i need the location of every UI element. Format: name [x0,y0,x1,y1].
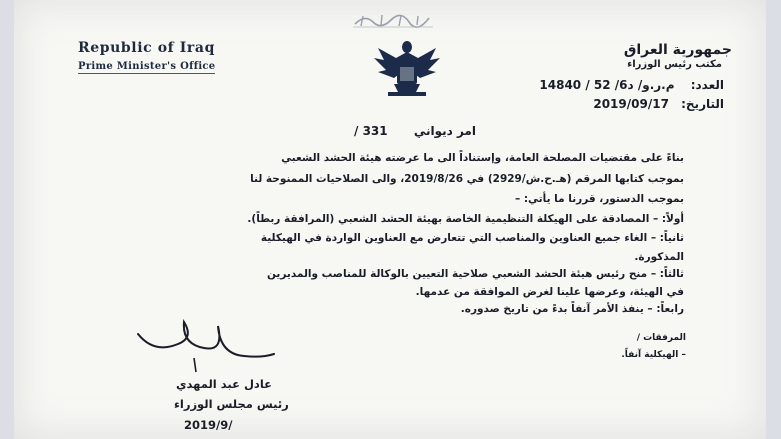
decision-item-4: رابعاً: – ينفذ الأمر آنفاً بدءً من تاريخ صدوره. [460,303,684,315]
signatory-title: رئيس مجلس الوزراء [174,397,289,411]
decision-item-2: ثانياً: – الغاء جميع العناوين والمناصب التي تتعارض مع العناوين الواردة في الهيكلية [260,232,684,244]
order-title [354,124,476,138]
office-name-ar: مكتب رئيس الوزراء [627,59,722,70]
decision-item-3: ثالثاً: – منح رئيس هيئة الحشد الشعبي صلاحية التعيين بالوكالة للمناصب والمديرين [266,268,684,280]
body-line: بموجب كتابها المرقم (هـ.ح.ش/2929) في 2019/8/26، والى الصلاحيات الممنوحة لنا [250,173,684,185]
decision-item-2-cont: المذكورة. [634,251,684,263]
reference-label: العدد: [690,78,724,92]
country-name-en: Republic of Iraq [78,40,215,56]
decision-item-3-cont: في الهيئة، وعرضها علينا لغرض الموافقة من عدمها. [415,286,684,298]
country-name-ar: جمهورية العراق [623,42,732,58]
date-label: التاريخ: [681,97,724,111]
document-date [593,97,724,111]
signature-date: 2019/9/ [184,418,233,432]
order-number: 331 / [354,124,388,138]
signatory-name: عادل عبد المهدي [176,377,272,391]
document-page [14,0,766,439]
body-line: بموجب الدستور، قررنا ما يأتي: – [514,193,684,205]
order-label: امر ديواني [413,124,476,138]
handwritten-signature-icon [134,314,284,376]
decision-item-1: أولاً: – المصادقة على الهيكلة التنظيمية الخاصة بهيئة الحشد الشعبي (المرافقة ربطاً). [247,213,684,225]
reference-number [539,78,724,92]
office-name-en: Prime Minister's Office [78,61,216,72]
enclosure-item: – الهيكلية آنفاً. [621,350,686,360]
enclosures-label: المرفقات / [636,333,686,343]
english-letterhead [78,40,215,74]
iraq-eagle-emblem-icon [372,36,442,98]
takbir-calligraphy-icon [351,10,435,30]
date-value: 2019/09/17 [593,97,669,111]
body-line: بناءً على مقتضيات المصلحة العامة، وإستناداً الى ما عرضته هيئة الحشد الشعبي [281,152,684,164]
reference-value: م.ر.و/ د6/ 52 / 14840 [539,78,675,92]
